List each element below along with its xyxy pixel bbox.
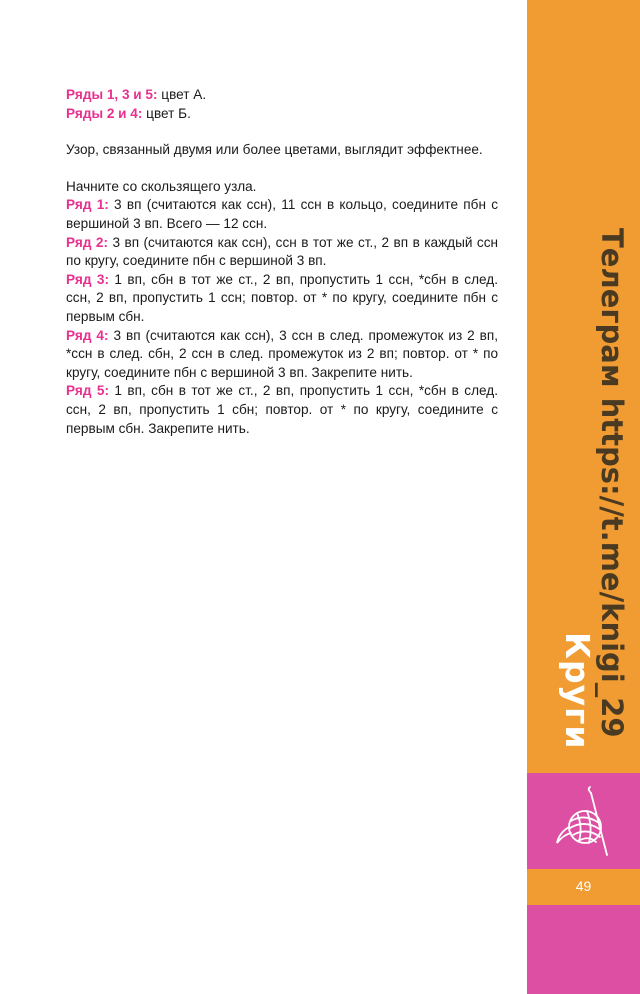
- row-instruction: [66, 327, 498, 383]
- telegram-watermark: Телеграм https://t.me/knigi_29: [595, 228, 629, 738]
- row-label: Ряд 1:: [66, 197, 109, 213]
- row-label: Ряд 2:: [66, 234, 108, 250]
- page-body: [66, 86, 498, 438]
- chapter-sidebar: [527, 0, 640, 994]
- row-instruction: [66, 234, 498, 271]
- row-text: 1 вп, сбн в тот же ст., 2 вп, пропустить 1 ссн, *сбн в след. ссн, 2 вп, пропустить 1 ссн; повтор. от * по кругу, соедините пбн с первым сбн.: [66, 271, 498, 324]
- row-text: 1 вп, сбн в тот же ст., 2 вп, пропустить 1 ссн, *сбн в след. ссн, 2 вп, пропустить 1 сбн; повтор. от * по кругу, соедините с первым сбн. Закрепите нить.: [66, 383, 498, 436]
- row-instruction: [66, 271, 498, 327]
- row-label: Ряд 5:: [66, 383, 109, 399]
- intro-paragraph: Узор, связанный двумя или более цветами, выглядит эффектнее.: [66, 142, 483, 158]
- start-instruction: Начните со скользящего узла.: [66, 178, 257, 194]
- color-text: цвет Б.: [142, 105, 191, 121]
- page-number: 49: [575, 878, 592, 894]
- color-line-1: [66, 86, 498, 105]
- yarn-ball-crochet-hook-icon: [547, 783, 627, 863]
- chapter-title: Круги: [558, 632, 597, 750]
- row-label: Ряд 4:: [66, 327, 109, 343]
- color-label: Ряды 1, 3 и 5:: [66, 87, 158, 102]
- sidebar-pink-footer: [527, 905, 640, 994]
- color-text: цвет А.: [157, 87, 207, 102]
- row-text: 3 вп (считаются как ссн), ссн в тот же ст., 2 вп в каждый ссн по кругу, соедините пбн с вершиной 3 вп.: [66, 234, 499, 269]
- row-label: Ряд 3:: [66, 271, 109, 287]
- row-text: 3 вп (считаются как ссн), 11 ссн в кольцо, соедините пбн с вершиной 3 вп. Всего — 12 ссн.: [66, 197, 498, 231]
- row-instruction: [66, 382, 498, 438]
- row-text: 3 вп (считаются как ссн), 3 ссн в след. промежуток из 2 вп, *ссн в след. сбн, 2 ссн в след. промежуток из 2 вп; повтор. от * по кругу, соедините пбн с вершиной 3 вп. Закрепите нить.: [66, 327, 498, 380]
- color-label: Ряды 2 и 4:: [66, 105, 143, 121]
- color-line-2: [66, 105, 498, 124]
- row-instruction: [66, 196, 498, 233]
